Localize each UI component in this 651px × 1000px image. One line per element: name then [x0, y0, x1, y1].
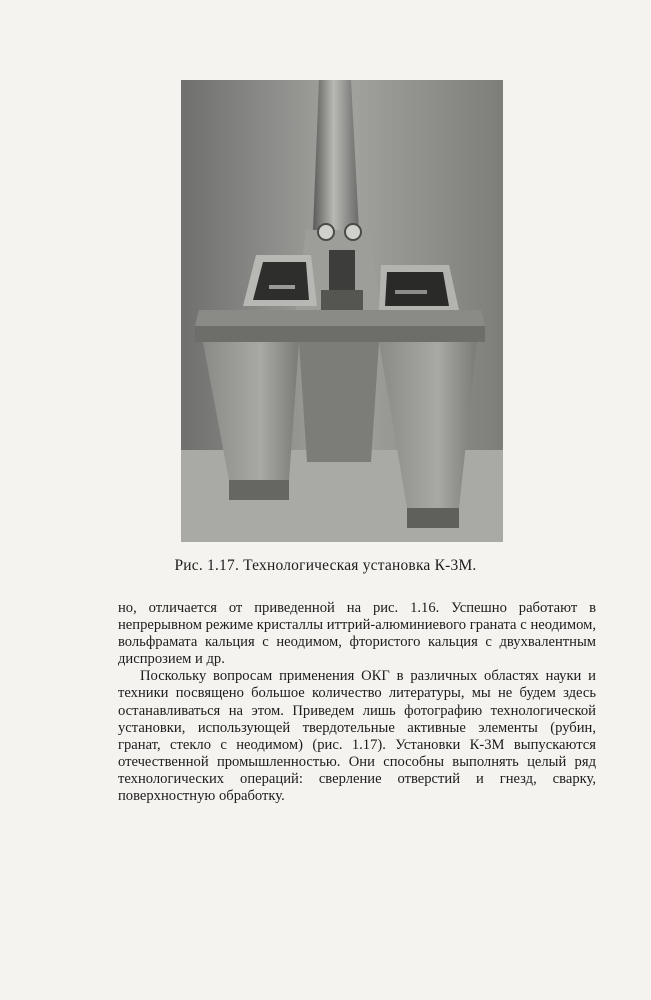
k3m-installation-photo	[181, 80, 503, 542]
figure-caption: Рис. 1.17. Технологическая установка К-3М.	[174, 557, 477, 574]
paragraph-1: но, отличается от приведенной на рис. 1.16. Успешно работают в непрерывном режиме кристаллы иттрий-алюминиевого граната с неодимом, вольфрамата кальция с неодимом, фтористого кальция с двухвалентным диспрозием и др.	[118, 600, 596, 668]
figure-photo	[181, 80, 503, 542]
body-text	[118, 600, 596, 805]
paragraph-2: Поскольку вопросам применения ОКГ в различных областях науки и техники посвящено большое количество литературы, мы не будем здесь останавливаться на этом. Приведем лишь фотографию технологической установки, использующей твердотельные активные элементы (рубин, гранат, стекло с неодимом) (рис. 1.17). Установки К-3М выпускаются отечественной промышленностью. Они способны выполнять целый ряд технологических операций: сверление отверстий и гнезд, сварку, поверхностную обработку.	[118, 668, 596, 805]
